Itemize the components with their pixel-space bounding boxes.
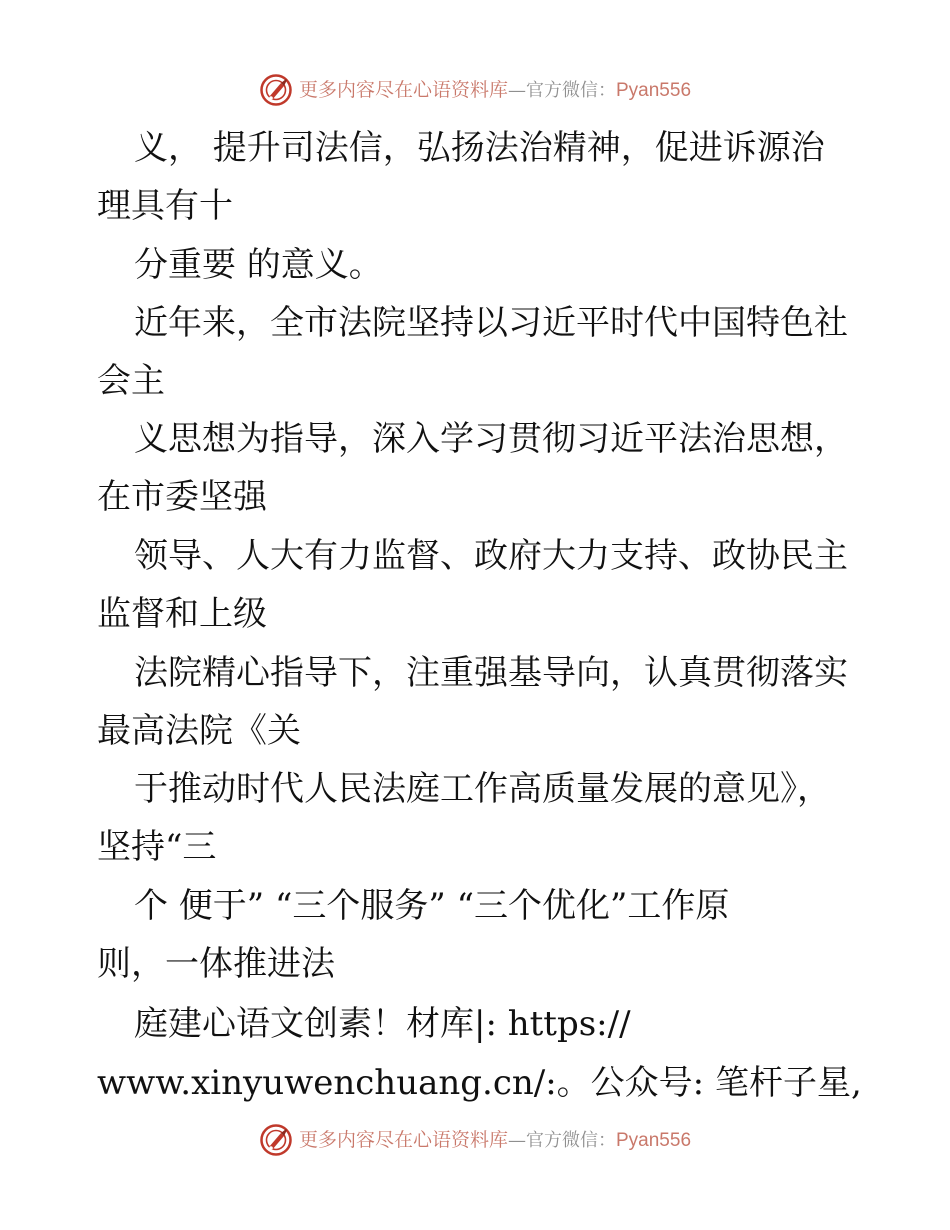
footer-banner-main-text: 更多内容尽在心语资料库 xyxy=(298,1128,508,1151)
header-banner-separator: — xyxy=(508,79,526,101)
header-banner-wechat-label: 官方微信： xyxy=(526,79,616,101)
body-line-2: 理具有十 xyxy=(97,186,233,226)
footer-banner-account-id: Pyan556 xyxy=(616,1129,692,1151)
body-line-8: 领导、人大有力监督、政府大力支持、政协民主 xyxy=(134,536,848,576)
body-line-5: 会主 xyxy=(97,361,165,401)
header-banner-account-id: Pyan556 xyxy=(616,79,692,101)
footer-banner xyxy=(0,1118,950,1162)
body-line-6: 义思想为指导，深入学习贯彻习近平法治思想， xyxy=(134,419,848,459)
body-line-12: 于推动时代人民法庭工作高质量发展的意见》， xyxy=(134,769,831,809)
brand-logo-icon xyxy=(259,1123,293,1157)
body-line-3: 分重要 的意义。 xyxy=(134,245,383,285)
footer-banner-wechat-label: 官方微信： xyxy=(526,1129,616,1151)
body-line-9: 监督和上级 xyxy=(97,594,267,634)
header-banner-main-text: 更多内容尽在心语资料库 xyxy=(298,78,508,101)
body-line-13: 坚持“三 xyxy=(97,827,217,867)
body-line-14: 个 便于” “三个服务” “三个优化”工作原 xyxy=(134,886,730,926)
body-line-16: 庭建心语文创素！材库|: https:// xyxy=(134,1004,631,1044)
body-line-17: www.xinyuwenchuang.cn/:。公众号: 笔杆子星, xyxy=(97,1063,862,1103)
body-line-10: 法院精心指导下，注重强基导向，认真贯彻落实 xyxy=(134,653,848,693)
body-line-1: 义， 提升司法信，弘扬法治精神，促进诉源治 xyxy=(134,128,825,168)
footer-banner-text xyxy=(298,1128,692,1151)
body-line-15: 则，一体推进法 xyxy=(97,944,335,984)
footer-banner-separator: — xyxy=(508,1129,526,1151)
body-line-11: 最高法院《关 xyxy=(97,711,301,751)
body-line-7: 在市委坚强 xyxy=(97,477,267,517)
body-line-4: 近年来，全市法院坚持以习近平时代中国特色社 xyxy=(134,303,848,343)
